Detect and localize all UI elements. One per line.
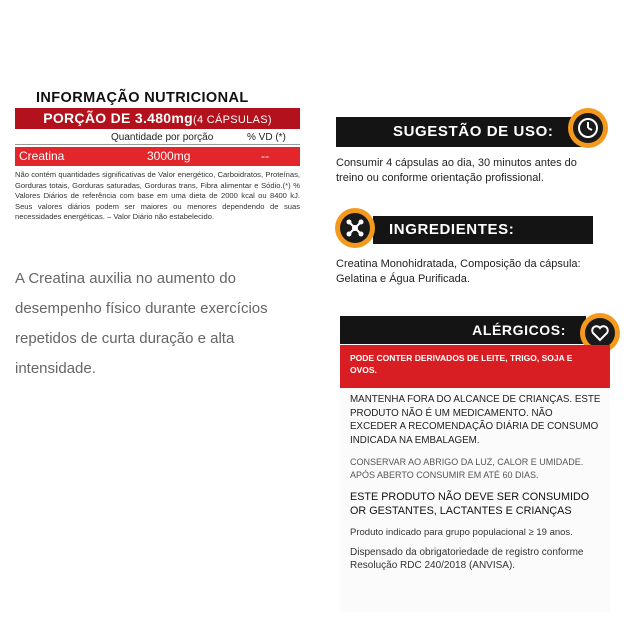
allergens-title: ALÉRGICOS: [472,322,566,338]
ingredients-text: Creatina Monohidratada, Composição da cápsula: Gelatina e Água Purificada. [336,258,581,285]
clock-icon [573,113,603,143]
heart-hand-icon [585,318,615,348]
col-quantity: Quantidade por porção [111,132,214,143]
nutrition-title: INFORMAÇÃO NUTRICIONAL [36,90,249,106]
warning-age: Produto indicado para grupo populacional ≥ 19 anos. [350,527,573,538]
product-description: A Creatina auxilia no aumento do desempenho físico durante exercícios repetidos de curta duração e alta intensidade. [15,270,268,377]
molecule-icon [340,213,370,243]
portion-label: PORÇÃO DE 3.480mg [43,110,193,126]
row-name: Creatina [19,149,65,163]
usage-text: Consumir 4 cápsulas ao dia, 30 minutos antes do treino ou conforme orientação profissional. [336,157,577,184]
nutrition-row [15,147,300,166]
row-amount: 3000mg [147,149,191,163]
warning-pregnant: ESTE PRODUTO NÃO DEVE SER CONSUMIDO OR GESTANTES, LACTANTES E CRIANÇAS [350,491,590,517]
divider [15,144,300,145]
warning-storage: CONSERVAR AO ABRIGO DA LUZ, CALOR E UMIDADE. APÓS ABERTO CONSUMIR EM ATÉ 60 DIAS. [350,457,584,480]
portion-bar [15,108,300,129]
ingredients-title: INGREDIENTES: [389,221,515,238]
usage-title: SUGESTÃO DE USO: [393,123,554,140]
row-vd: -- [261,149,269,163]
nutrition-note: Não contém quantidades significativas de Valor energético, Carboidratos, Proteínas, Gorduras totais, Gorduras saturadas, Gorduras trans, Fibra alimentar e Sódio.(*) % Valores Diários de referência com base em uma dieta de 2000 kcal ou 8400 kJ. Seus valores diários podem ser maiores ou menores dependendo de suas necessidades energéticas. – Valor Diário não estabelecido. [15,170,300,222]
portion-caps: (4 CÁPSULAS) [193,114,272,126]
usage-header [336,117,594,147]
allergens-header [340,316,586,344]
allergens-warning-red [340,345,610,388]
warning-registration: Dispensado da obrigatoriedade de registro conforme Resolução RDC 240/2018 (ANVISA). [350,547,584,571]
allergens-red-text: PODE CONTER DERIVADOS DE LEITE, TRIGO, SOJA E OVOS. [350,353,573,375]
ingredients-header [373,216,593,244]
warning-children: MANTENHA FORA DO ALCANCE DE CRIANÇAS. ESTE PRODUTO NÃO É UM MEDICAMENTO. NÃO EXCEDER A RECOMENDAÇÃO DIÁRIA DE CONSUMO INDICADA NA EMBALAGEM. [350,394,601,446]
col-vd: % VD (*) [247,132,286,143]
